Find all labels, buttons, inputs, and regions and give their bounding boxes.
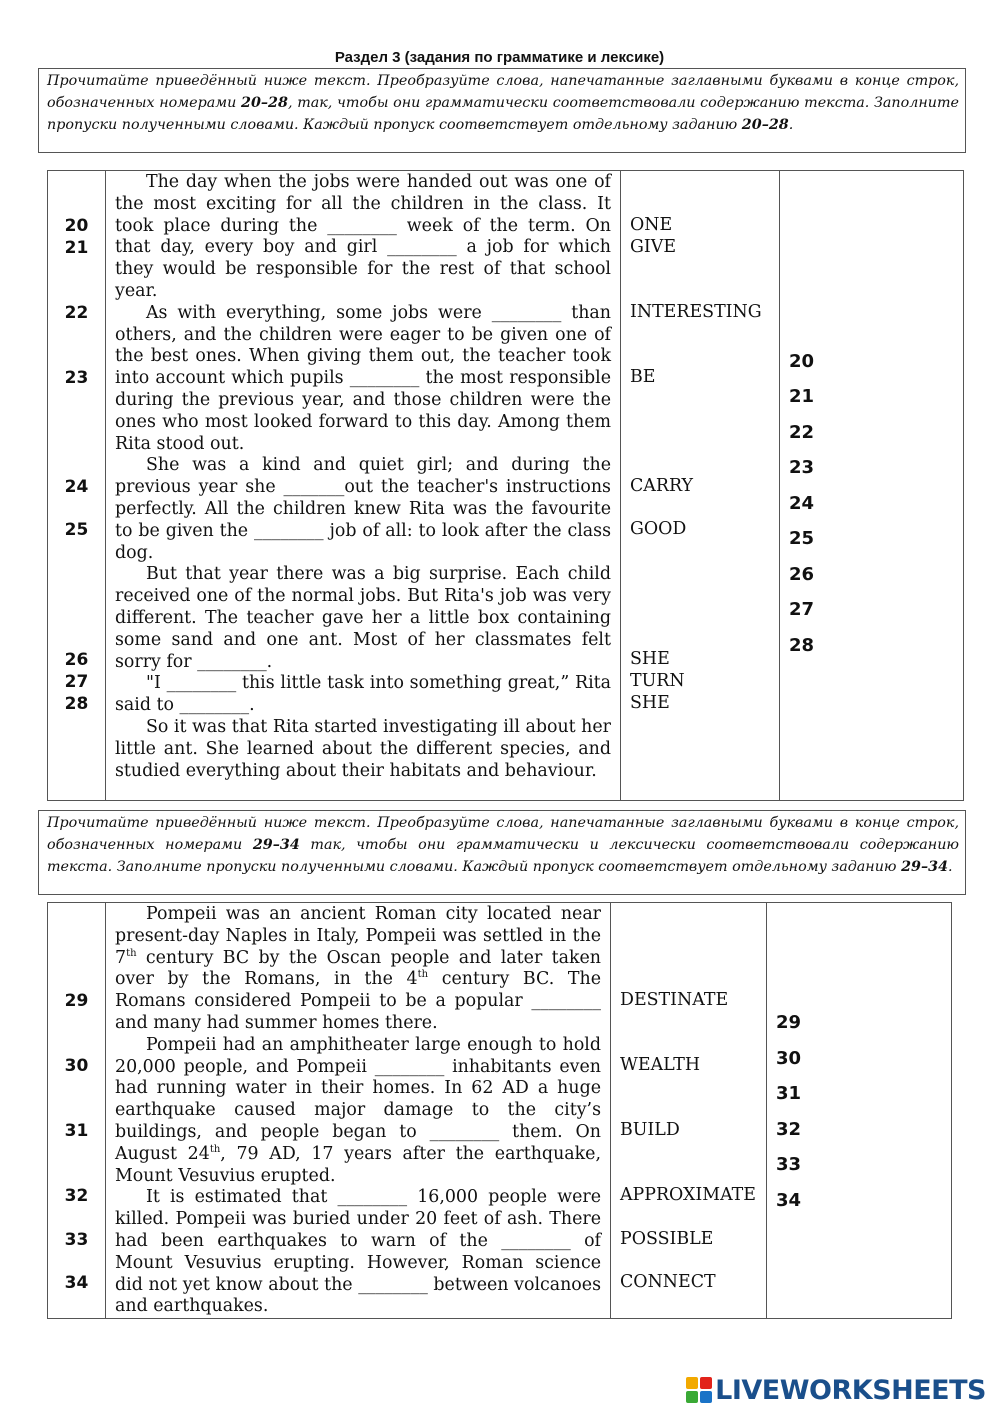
task-number: 22 — [64, 303, 89, 323]
keyword: WEALTH — [620, 1055, 701, 1075]
instructions-20-28: Прочитайте приведённый ниже текст. Преобразуйте слова, напечатанные заглавными буквами в конце строк, обозначенных номерами 20–28, так, чтобы они грамматически соответствовали содержанию текста. Заполните пропуски полученными словами. Каждый пропуск соответствует отдельному заданию 20–28. — [38, 68, 966, 153]
task-number-column — [48, 903, 106, 1319]
answer-field[interactable]: 23 — [789, 457, 815, 478]
keyword: INTERESTING — [630, 302, 762, 322]
keyword: GIVE — [630, 237, 677, 257]
liveworksheets-logo-icon — [686, 1377, 712, 1403]
passage-text — [106, 903, 610, 1318]
keyword: TURN — [630, 671, 685, 691]
answer-field[interactable]: 20 — [789, 351, 815, 372]
answer-field[interactable]: 25 — [789, 528, 815, 549]
paragraph: So it was that Rita started investigating ill about her little ant. She learned about the different species, and studied everything about their habitats and behaviour. — [115, 716, 611, 781]
paragraph: As with everything, some jobs were ________ than others, and the children were eager to be given one of the best ones. When giving them out, the teacher took into account which pupils ________ the most responsible during the previous year, and those children were the ones who most looked forward to this day. Among them Rita stood out. — [115, 302, 611, 454]
keyword: SHE — [630, 693, 670, 713]
keyword: ONE — [630, 215, 673, 235]
paragraph: The day when the jobs were handed out was one of the most exciting for all the children in the class. It took place during the ________ week of the term. On that day, every boy and girl ________ a job for which they would be responsible for the rest of that school year. — [115, 172, 611, 301]
answer-field[interactable]: 27 — [789, 599, 815, 620]
exercise-table-20-28 — [47, 170, 964, 801]
keyword: CONNECT — [620, 1272, 716, 1292]
task-number: 27 — [64, 672, 89, 692]
task-number: 23 — [64, 368, 89, 388]
task-number-column — [48, 171, 106, 801]
keyword: SHE — [630, 649, 670, 669]
paragraph: Pompeii had an amphitheater large enough to hold 20,000 people, and Pompeii ________ inhabitants even had running water in their homes. In 62 AD a huge earthquake caused major damage to the city’s buildings, and people began to ________ them. On August 24th, 79 AD, 17 years after the earthquake, Mount Vesuvius erupted. — [115, 1034, 601, 1186]
paragraph: "I ________ this little task into something great,” Rita said to ________. — [115, 673, 611, 716]
answer-field[interactable]: 33 — [776, 1154, 802, 1175]
task-number: 21 — [64, 238, 89, 258]
answer-field[interactable]: 34 — [776, 1190, 802, 1211]
answer-column — [767, 903, 952, 1319]
keyword: APPROXIMATE — [620, 1185, 756, 1205]
instructions-29-34: Прочитайте приведённый ниже текст. Преобразуйте слова, напечатанные заглавными буквами в конце строк, обозначенных номерами 29–34 так, чтобы они грамматически и лексически соответствовали содержанию текста. Заполните пропуски полученными словами. Каждый пропуск соответствует отдельному заданию 29–34. — [38, 810, 966, 895]
task-number: 20 — [64, 216, 89, 236]
text-column — [106, 171, 621, 801]
task-number: 26 — [64, 650, 89, 670]
keyword: CARRY — [630, 476, 693, 496]
liveworksheets-logo[interactable] — [686, 1373, 986, 1407]
keyword: DESTINATE — [620, 990, 729, 1010]
task-number: 32 — [64, 1186, 89, 1206]
exercise-table-29-34 — [47, 902, 952, 1319]
answer-field[interactable]: 30 — [776, 1048, 802, 1069]
logo-text: LIVEWORKSHEETS — [715, 1374, 986, 1406]
section-title: Раздел 3 (задания по грамматике и лексике) — [334, 49, 665, 66]
task-number: 33 — [64, 1230, 89, 1250]
paragraph: She was a kind and quiet girl; and during the previous year she _______out the teacher's instructions perfectly. All the children knew Rita was the favourite to be given the ________ job of all: to look after the class dog. — [115, 455, 611, 563]
answer-field[interactable]: 26 — [789, 564, 815, 585]
task-number: 30 — [64, 1056, 89, 1076]
task-number: 28 — [64, 694, 89, 714]
answer-field[interactable]: 22 — [789, 422, 815, 443]
keyword: POSSIBLE — [620, 1229, 714, 1249]
keyword: BUILD — [620, 1120, 680, 1140]
answer-field[interactable]: 32 — [776, 1119, 802, 1140]
text-column — [106, 903, 611, 1319]
answer-field[interactable]: 24 — [789, 493, 815, 514]
task-number: 29 — [64, 991, 89, 1011]
answer-field[interactable]: 21 — [789, 386, 815, 407]
answer-field[interactable]: 28 — [789, 635, 815, 656]
task-number: 24 — [64, 477, 89, 497]
task-number: 25 — [64, 520, 89, 540]
passage-text — [106, 171, 620, 782]
task-number: 34 — [64, 1273, 89, 1293]
keyword: BE — [630, 367, 656, 387]
task-number: 31 — [64, 1121, 89, 1141]
keyword: GOOD — [630, 519, 687, 539]
answer-field[interactable]: 29 — [776, 1012, 802, 1033]
paragraph: But that year there was a big surprise. Each child received one of the normal jobs. But Rita's job was very different. The teacher gave her a little box containing some sand and one ant. Most of her classmates felt sorry for ________. — [115, 564, 611, 672]
paragraph: It is estimated that ________ 16,000 people were killed. Pompeii was buried under 20 feet of ash. There had been earthquakes to warn of the ________ of Mount Vesuvius erupting. However, Roman science did not yet know about the ________ between volcanoes and earthquakes. — [115, 1187, 601, 1317]
answer-column — [780, 171, 964, 801]
answer-field[interactable]: 31 — [776, 1083, 802, 1104]
paragraph: Pompeii was an ancient Roman city located near present-day Naples in Italy, Pompeii was settled in the 7th century BC by the Oscan people and later taken over by the Romans, in the 4th century BC. The Romans considered Pompeii to be a popular ________ and many had summer homes there. — [115, 904, 601, 1033]
keyword-column — [621, 171, 780, 801]
keyword-column — [611, 903, 767, 1319]
